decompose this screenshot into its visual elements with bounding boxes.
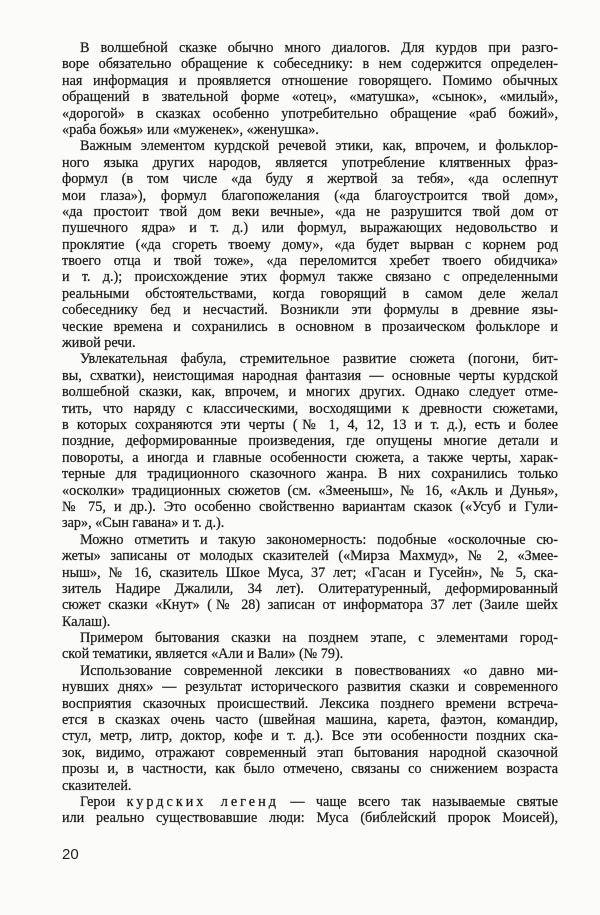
text-line: формул (в том числе «да буду я жертвой за тебя», «да ослепнут (62, 171, 558, 188)
paragraph (62, 532, 558, 630)
text-line: ской тематики, является «Али и Вали» (№ 79). (62, 646, 344, 663)
page-number: 20 (62, 846, 79, 863)
text-line: нувших днях» — результат исторического развития сказки и современного (62, 679, 558, 696)
text-line: жеты» записаны от молодых сказителей («Мирза Махмуд», № 2, «Змее- (62, 548, 558, 565)
text-line: терные для традиционного сказочного жанра. В них сохранились только (62, 466, 558, 483)
paragraph (62, 663, 558, 794)
text-segment: Герои (80, 793, 127, 810)
text-line: «дорогой» в сказках особенно употребительно обращение «раб божий», (62, 105, 558, 122)
text-segment: — чаще всего так называемые святые (278, 793, 558, 810)
text-line: в которых сохраняются эти черты (№ 1, 4, 12, 13 и т. д.), есть и более (62, 416, 558, 433)
text-line: твоего отца и твой тоже», «да переломится хребет твоего обидчика» (62, 253, 558, 270)
text-line: «да простоит твой дом веки вечные», «да не разрушится твой дом от (62, 203, 558, 220)
paragraph (62, 138, 558, 351)
text-line: ного языка других народов, является употребление клятвенных фраз- (62, 154, 558, 171)
text-line: № 75, и др.). Это особенно свойственно вариантам сказок («Усуб и Гули- (62, 498, 558, 515)
text-line: Увлекательная фабула, стремительное развитие сюжета (погони, бит- (80, 351, 558, 368)
text-line: прозы и, в частности, как было отмечено, связаны со снижением возраста (62, 761, 558, 778)
text-line: и т. д.); происхождение этих формул также связано с определенными (62, 269, 558, 286)
text-line: реальными обстоятельствами, когда говорящий в самом деле желал (62, 285, 558, 302)
text-line: волшебной сказки, как, впрочем, и многих других. Однако следует отме- (62, 384, 558, 401)
paragraph (62, 40, 558, 138)
text-line: живой речи. (62, 335, 136, 352)
text-line: зитель Надире Джалили, 34 лет). Олитературенный, деформированный (62, 580, 558, 597)
emphasized-term: курдских легенд (126, 793, 279, 810)
text-line: собеседнику бед и несчастий. Возникли эти формулы в древние язы- (62, 302, 558, 319)
text-line: или реально существовавшие люди: Муса (библейский пророк Моисей), (62, 810, 558, 827)
text-line: воре обязательно обращение к собеседнику: в нем содержится определен- (62, 56, 558, 73)
paragraph (62, 630, 558, 663)
text-line: зок, видимо, отражают современный этап бытования народной сказочной (62, 744, 558, 761)
text-line: Можно отметить и такую закономерность: подобные «осколочные сю- (80, 531, 558, 548)
text-line: восприятия сказочных происшествий. Лексика позднего времени встреча- (62, 695, 558, 712)
text-line: ныш», № 16, сказитель Шкое Муса, 37 лет; «Гасан и Гусейн», № 5, ска- (62, 564, 558, 581)
text-line: мои глаза»), формул благопожелания («да благоустроится твой дом», (62, 187, 558, 204)
page-body-text (62, 40, 558, 827)
text-line (62, 794, 558, 810)
text-line: Калаш). (62, 613, 111, 630)
text-line: В волшебной сказке обычно много диалогов. Для курдов при разго- (80, 40, 558, 56)
text-line: повороты, а иногда и главные особенности сюжета, а также черты, харак- (62, 449, 558, 466)
text-line: Использование современной лексики в повествованиях «о давно ми- (80, 662, 558, 679)
text-line: проклятие («да сгореть твоему дому», «да будет вырван с корнем род (62, 236, 558, 253)
text-line: тить, что наряду с классическими, восходящими к древности сюжетами, (62, 400, 558, 417)
text-line: «осколки» традиционных сюжетов (см. «Змееныш», № 16, «Акль и Дунья», (62, 482, 558, 499)
text-line: стул, метр, литр, доктор, кофе и т. д.). Все эти особенности поздних ска- (62, 728, 558, 745)
paragraph (62, 794, 558, 827)
text-line: поздние, деформированные произведения, где опущены многие детали и (62, 433, 558, 450)
text-line: ная информация и проявляется отношение говорящего. Помимо обычных (62, 72, 558, 89)
text-line: обращений в звательной форме «отец», «матушка», «сынок», «милый», (62, 89, 558, 106)
text-line: сказителей. (62, 777, 132, 794)
paragraph (62, 351, 558, 531)
text-line: Примером бытования сказки на позднем этапе, с элементами город- (80, 630, 558, 647)
text-line: ческие времена и сохранились в основном в прозаическом фольклоре и (62, 318, 558, 335)
text-line: пушечного ядра» и т. д.) или формул, выражающих недовольство и (62, 220, 558, 237)
text-line: ется в сказках очень часто (швейная машина, карета, фаэтон, командир, (62, 712, 558, 729)
text-line: «раба божья» или «муженек», «женушка». (62, 121, 319, 138)
text-line: вы, схватки), неистощимая народная фантазия — основные черты курдской (62, 367, 558, 384)
text-line: зар», «Сын гавана» и т. д.). (62, 515, 225, 532)
text-line: Важным элементом курдской речевой этики, как, впрочем, и фольклор- (80, 138, 558, 155)
text-line: сюжет сказки «Кнут» (№ 28) записан от информатора 37 лет (Заиле шейх (62, 597, 558, 614)
